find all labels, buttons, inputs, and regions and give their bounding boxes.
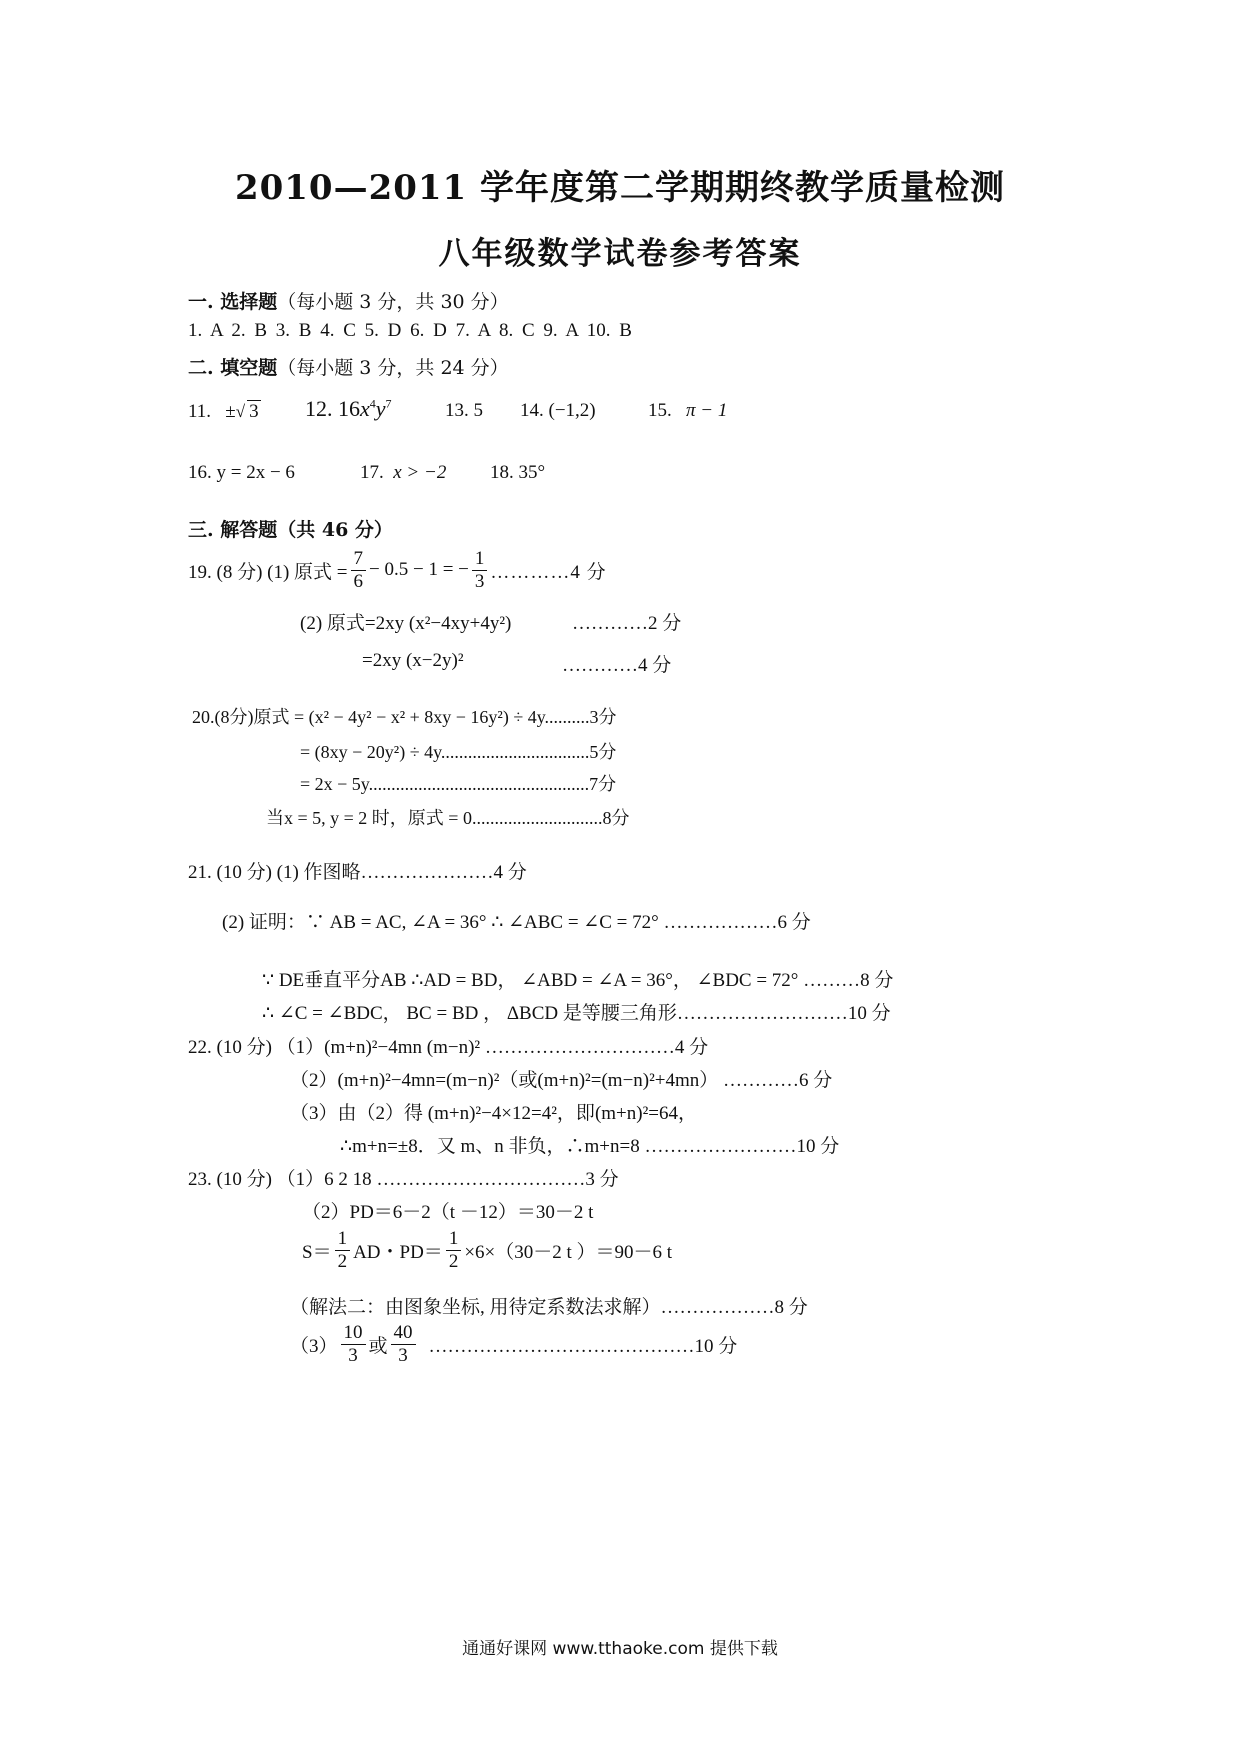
q19-line1: 19. (8 分) (1) 原式 = $\frac{7}{6}$ − 0.5 − 1 = − $\frac{1}{3}$ …………4 分: [188, 548, 607, 592]
section2-header: [188, 353, 509, 380]
q23-line3: S＝ $\frac{1}{2}$ AD・PD＝ $\frac{1}{2}$ ×6×（30－2 t ）＝90－6 t: [302, 1228, 673, 1272]
footer-credit: 通通好课网 www.tthaoke.com 提供下载: [462, 1639, 778, 1659]
answer-18: 18. 35°: [490, 462, 546, 483]
q23-line1: 23. (10 分) （1）6 2 18 ……………………………3 分: [188, 1169, 619, 1190]
answer-11: 11. ±√ 3: [188, 401, 259, 422]
fraction: $\frac{1}{3}$: [472, 548, 488, 593]
q22-line4: ∴m+n=±8．又 m、n 非负，∴m+n=8 ……………………10 分: [340, 1136, 840, 1157]
answer-12: 12. $16x^4y^7$: [305, 396, 392, 421]
choice-answers: 1. A 2. B 3. B 4. C 5. D 6. D 7. A 8. C 9. A 10. B: [188, 320, 632, 341]
q21-line3: ∵ DE垂直平分AB ∴AD = BD， ∠ABD = ∠A = 36°， ∠BDC = 72° ………8 分: [262, 970, 894, 991]
answer-15: 15. π − 1: [648, 400, 728, 421]
q20-line3: = 2x − 5y.................................................7分: [300, 774, 617, 794]
section3-heading: 三. 解答题（共 46 分）: [188, 519, 393, 541]
fraction: $\frac{1}{2}$: [446, 1228, 462, 1273]
section1-note: （每小题 3 分，共 30 分）: [277, 291, 509, 313]
section2-note: （每小题 3 分，共 24 分）: [277, 357, 509, 379]
q22-line2: （2）(m+n)²−4mn=(m−n)²（或(m+n)²=(m−n)²+4mn） …………6 分: [290, 1070, 833, 1091]
q21-line1: 21. (10 分) (1) 作图略…………………4 分: [188, 862, 527, 883]
answer-16: 16. y = 2x − 6: [188, 462, 295, 483]
q20-line2: = (8xy − 20y²) ÷ 4y.................................5分: [300, 742, 617, 762]
answer-14: 14. (−1,2): [520, 400, 596, 421]
fraction: $\frac{1}{2}$: [335, 1228, 351, 1273]
q20-line4: 当x = 5, y = 2 时，原式 = 0.............................8分: [266, 808, 630, 828]
q19-line3-score: …………4 分: [562, 655, 672, 676]
fraction: $\frac{7}{6}$: [351, 548, 367, 593]
q21-line4: ∴ ∠C = ∠BDC， BC = BD ， ΔBCD 是等腰三角形………………………10 分: [262, 1003, 891, 1024]
q21-line2: (2) 证明：∵ AB = AC, ∠A = 36° ∴ ∠ABC = ∠C = 72° ………………6 分: [222, 912, 811, 933]
q23-line5: （3） $\frac{10}{3}$ 或 $\frac{40}{3}$ ……………………………………10 分: [290, 1322, 738, 1366]
q22-line1: 22. (10 分) （1）(m+n)²−4mn (m−n)² …………………………4 分: [188, 1037, 709, 1058]
q19-line2-score: …………2 分: [572, 613, 682, 634]
page-subtitle: 八年级数学试卷参考答案: [438, 236, 802, 272]
q22-line3: （3）由（2）得 (m+n)²−4×12=4²，即(m+n)²=64，: [290, 1103, 697, 1124]
page-title: 2010—2011 学年度第二学期期终教学质量检测: [234, 168, 1006, 208]
answer-17: 17. x > −2: [360, 462, 447, 483]
fraction: $\frac{40}{3}$: [391, 1322, 416, 1367]
section1-heading: 一. 选择题: [188, 291, 278, 313]
q23-line4: （解法二：由图象坐标, 用待定系数法求解）………………8 分: [290, 1297, 808, 1318]
q19-line3: =2xy (x−2y)²: [362, 650, 464, 671]
section1-header: [188, 287, 509, 314]
q20-line1: 20.(8分)原式 = (x² − 4y² − x² + 8xy − 16y²) ÷ 4y..........3分: [192, 707, 617, 727]
answer-13: 13. 5: [445, 400, 483, 421]
q19-line2: (2) 原式=2xy (x²−4xy+4y²): [300, 613, 512, 634]
fraction: $\frac{10}{3}$: [341, 1322, 366, 1367]
q23-line2: （2）PD＝6－2（t －12）＝30－2 t: [302, 1202, 594, 1223]
section2-heading: 二. 填空题: [188, 357, 278, 379]
